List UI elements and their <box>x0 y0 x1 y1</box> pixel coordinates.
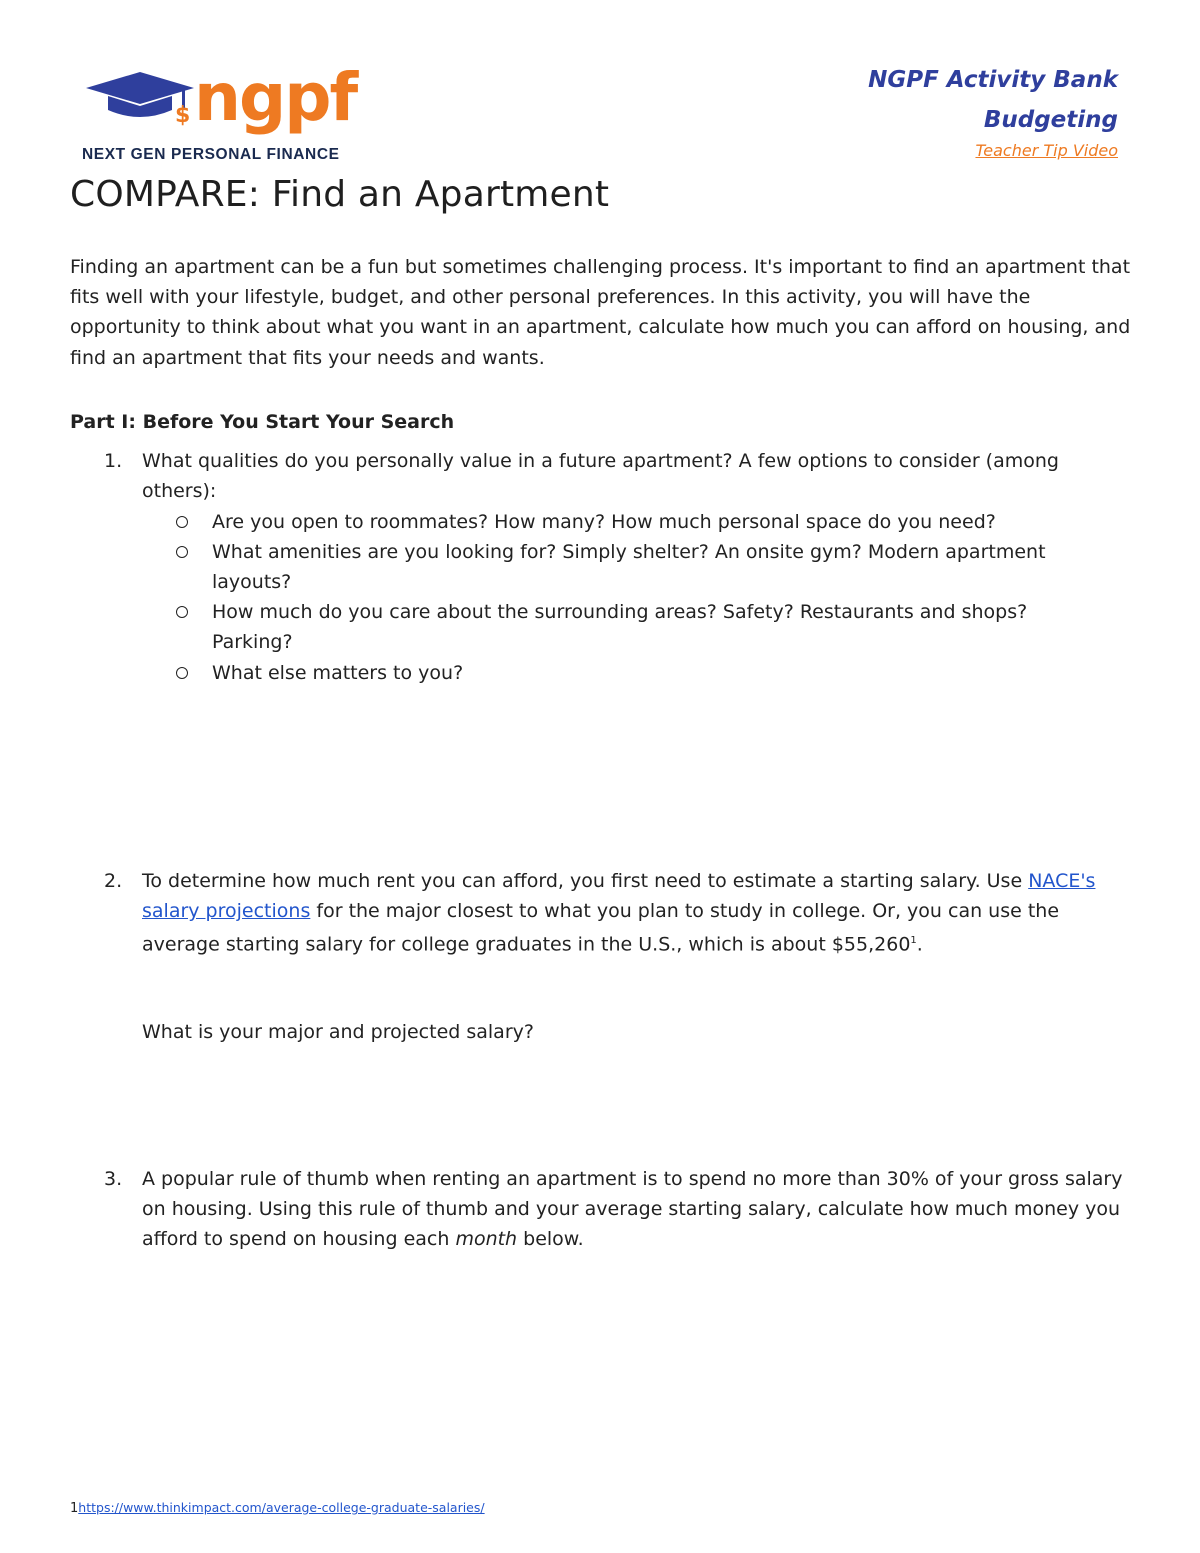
dollar-glyph: $ <box>175 103 191 128</box>
footnote-url-link[interactable]: https://www.thinkimpact.com/average-college-graduate-salaries/ <box>78 1500 485 1515</box>
hollow-bullet-icon <box>176 667 188 679</box>
question-text <box>142 866 1137 960</box>
hollow-bullet-icon <box>176 606 188 618</box>
hollow-bullet-icon <box>176 546 188 558</box>
list-item-text: What amenities are you looking for? Simply shelter? An onsite gym? Modern apartment layouts? <box>212 541 1046 594</box>
question-text-part: A popular rule of thumb when renting an apartment is to spend no more than 30% of your gross salary on housing. Using this rule of thumb and your average starting salary, calculate how much money you afford to spend on housing each <box>142 1168 1123 1251</box>
question-text-part: To determine how much rent you can afford, you first need to estimate a starting salary. Use <box>142 870 1029 892</box>
hollow-bullet-icon <box>176 516 188 528</box>
list-item-text: What else matters to you? <box>212 662 464 684</box>
question-text-part: . <box>916 933 923 956</box>
footnote-mark: 1 <box>70 1501 79 1516</box>
part1-heading: Part I: Before You Start Your Search <box>70 411 455 433</box>
list-item-text: Are you open to roommates? How many? How much personal space do you need? <box>212 511 996 533</box>
header-activity-info <box>868 60 1118 162</box>
question-text-part: for the major closest to what you plan to study in college. Or, you can use the average starting salary for college graduates in the U.S., which is about $55,260 <box>142 900 1060 956</box>
graduation-cap-icon <box>82 58 382 144</box>
emphasis-text: month <box>455 1228 518 1251</box>
activity-bank-label: NGPF Activity Bank <box>868 67 1118 93</box>
ngpf-logo <box>82 58 382 164</box>
list-item-text: How much do you care about the surrounding areas? Safety? Restaurants and shops? Parking? <box>212 601 1028 654</box>
page-title: COMPARE: Find an Apartment <box>70 174 610 215</box>
question-number: 3. <box>104 1168 123 1190</box>
topic-label: Budgeting <box>983 107 1118 133</box>
logo-wordmark: ngpf <box>194 59 357 136</box>
intro-paragraph: Finding an apartment can be a fun but sometimes challenging process. It's important to find an apartment that fits well with your lifestyle, budget, and other personal preferences. In this activity, you will have the opportunity to think about what you want in an apartment, calculate how much you can afford on housing, and find an apartment that fits your needs and wants. <box>70 256 1131 369</box>
nace-salary-projections-link[interactable]: NACE's salary projections <box>142 870 1096 923</box>
question-text <box>142 1164 1137 1255</box>
teacher-tip-video-link[interactable]: Teacher Tip Video <box>975 141 1118 160</box>
question-number: 2. <box>104 870 123 892</box>
footnote <box>70 1500 485 1516</box>
question-text-part: below. <box>517 1228 584 1251</box>
footnote-reference[interactable]: 1 <box>910 935 917 947</box>
followup-text: What is your major and projected salary? <box>142 1021 534 1043</box>
logo-tagline: NEXT GEN PERSONAL FINANCE <box>82 146 340 163</box>
question-number: 1. <box>104 450 123 472</box>
question-text: What qualities do you personally value in a future apartment? A few options to consider (among others): <box>142 450 1059 503</box>
